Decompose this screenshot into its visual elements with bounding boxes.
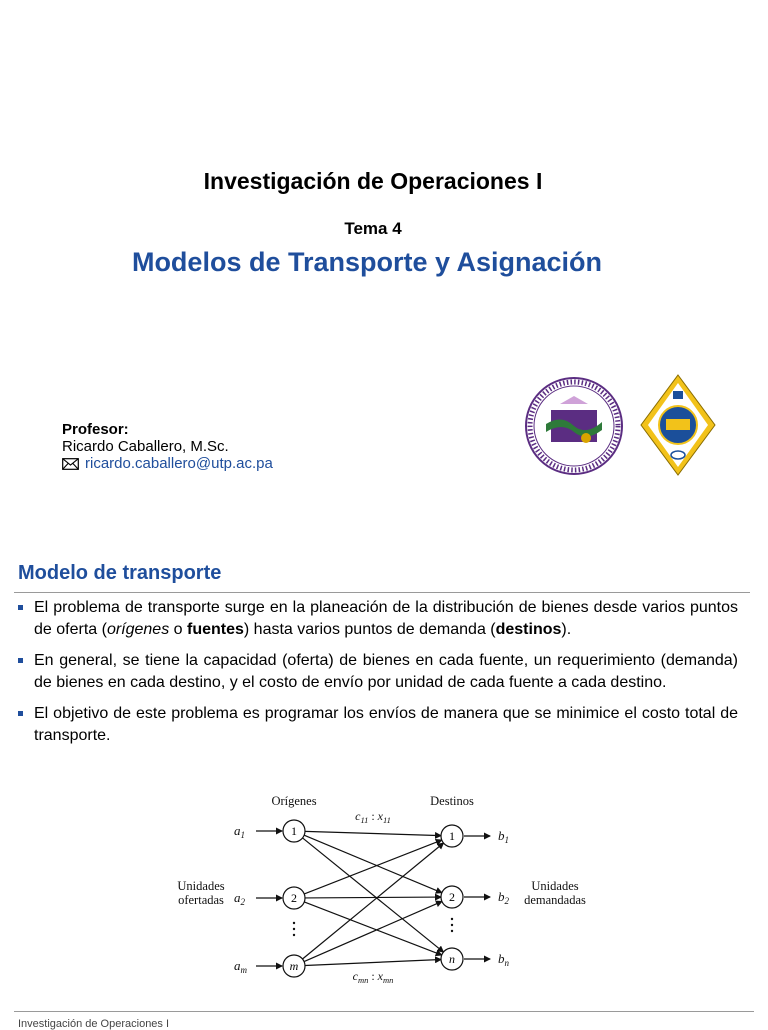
ellipsis-dot bbox=[451, 918, 453, 920]
utp-university-seal-logo bbox=[524, 376, 624, 476]
email-row bbox=[62, 455, 273, 472]
ellipsis-dot bbox=[451, 924, 453, 926]
footer-text: Investigación de Operaciones I bbox=[18, 1018, 170, 1030]
professor-block bbox=[62, 421, 273, 472]
route-arrow bbox=[304, 840, 442, 894]
section-divider bbox=[14, 592, 750, 593]
ellipsis-dot bbox=[293, 928, 295, 930]
footer-divider bbox=[14, 1011, 754, 1012]
bullet-item bbox=[18, 703, 738, 746]
demand-caption: Unidades bbox=[531, 879, 579, 893]
demand-label: $b_n$ bbox=[498, 951, 509, 968]
bullet-item bbox=[18, 650, 738, 693]
supply-label: $a_m$ bbox=[234, 958, 247, 975]
route-arrow bbox=[302, 843, 443, 959]
bottom-arc-cost-label: $c_{mn}$ : $x_{mn}$ bbox=[352, 969, 394, 985]
bullet-text-part: orígenes bbox=[106, 620, 170, 638]
professor-label: Profesor: bbox=[62, 421, 129, 438]
origin-node-label: 2 bbox=[291, 891, 297, 905]
fii-faculty-logo bbox=[640, 374, 716, 476]
ellipsis-dot bbox=[293, 934, 295, 936]
email-link[interactable]: ricardo.caballero@utp.ac.pa bbox=[85, 455, 273, 472]
bullet-list bbox=[18, 597, 738, 756]
bullet-marker bbox=[18, 605, 23, 610]
professor-name: Ricardo Caballero, M.Sc. bbox=[62, 438, 229, 455]
destination-node-label: n bbox=[449, 952, 455, 966]
topic-title: Modelos de Transporte y Asignación bbox=[131, 247, 603, 277]
demand-label: $b_2$ bbox=[498, 889, 509, 906]
course-title: Investigación de Operaciones I bbox=[203, 168, 543, 194]
supply-caption: ofertadas bbox=[178, 893, 224, 907]
bullet-text-part: ) hasta varios puntos de demanda ( bbox=[243, 620, 496, 638]
bullet-text-part: El problema de transporte surge en la planeación de la distribución de bienes desde varios puntos de oferta ( bbox=[34, 599, 738, 638]
destination-node-label: 1 bbox=[449, 829, 455, 843]
demand-label: $b_1$ bbox=[498, 828, 509, 845]
bullet-text-part: o bbox=[169, 620, 187, 638]
bullet-text-part: destinos bbox=[495, 620, 562, 638]
origin-node-label: 1 bbox=[291, 824, 297, 838]
bullet-text-part: fuentes bbox=[187, 620, 244, 638]
supply-caption: Unidades bbox=[177, 879, 225, 893]
origin-node-label: m bbox=[289, 959, 299, 973]
transport-network-diagram bbox=[160, 788, 600, 988]
destination-node-label: 2 bbox=[449, 890, 455, 904]
bullet-text-part: En general, se tiene la capacidad (oferta) de bienes en cada fuente, un requerimiento (demanda) de bienes en cada destino, y el costo de envío por unidad de cada fuente a cada destino. bbox=[34, 652, 738, 691]
destinations-heading: Destinos bbox=[430, 794, 474, 808]
supply-label: $a_1$ bbox=[234, 823, 245, 840]
top-arc-cost-label: $c_{11}$ : $x_{11}$ bbox=[355, 809, 391, 825]
route-arrow bbox=[305, 897, 441, 898]
bullet-marker bbox=[18, 658, 23, 663]
route-arrow bbox=[305, 831, 441, 835]
route-arrow bbox=[303, 838, 444, 952]
supply-label: $a_2$ bbox=[234, 890, 245, 907]
bullet-marker bbox=[18, 711, 23, 716]
route-arrow bbox=[304, 835, 442, 893]
bullet-text-part: ). bbox=[561, 620, 572, 638]
bullet-item bbox=[18, 597, 738, 640]
ellipsis-dot bbox=[451, 930, 453, 932]
bullet-text-part: El objetivo de este problema es programar los envíos de manera que se minimice el costo total de transporte. bbox=[34, 705, 738, 744]
ellipsis-dot bbox=[293, 922, 295, 924]
route-arrow bbox=[305, 959, 441, 965]
envelope-icon bbox=[62, 458, 79, 470]
demand-caption: demandadas bbox=[524, 893, 586, 907]
section-heading: Modelo de transporte bbox=[18, 562, 222, 584]
origins-heading: Orígenes bbox=[271, 794, 317, 808]
topic-number: Tema 4 bbox=[344, 219, 402, 238]
